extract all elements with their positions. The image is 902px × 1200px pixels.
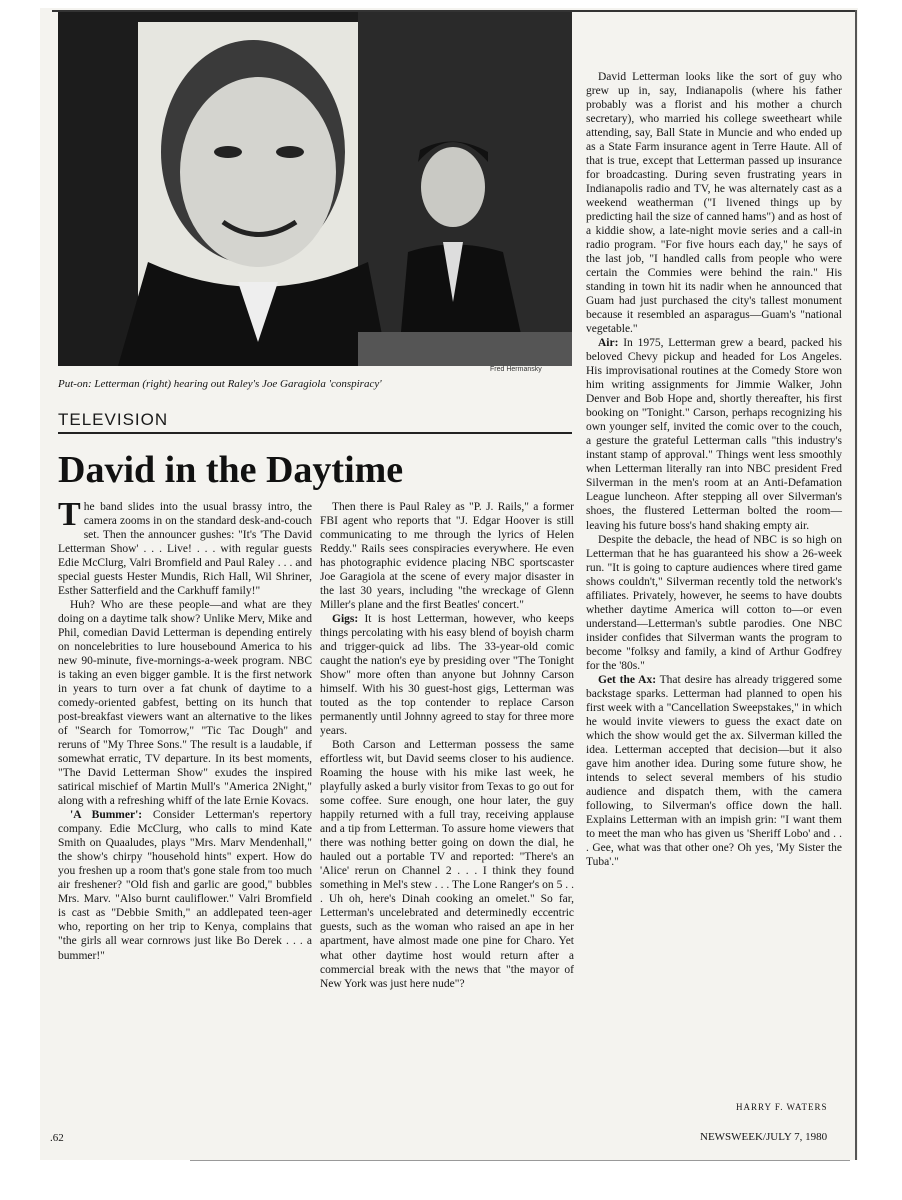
paragraph: Despite the debacle, the head of NBC is so high on Letterman that he has guaranteed his show a 26-week run. "It is going to capture audiences where tired game shows couldn't," Silverman recently told the network's affiliates. Privately, however, he seems to have doubts whether daytime America will cotton to—or even understand—Letterman's subtle parodies. One NBC insider confides that Silverman wants the program to become "folksy and family, a kind of Arthur Godfrey for the '80s." [586, 533, 842, 672]
clipping-bottom-edge [190, 1160, 850, 1161]
subhead: Air: [598, 337, 619, 350]
paragraph: Then there is Paul Raley as "P. J. Rails," a former FBI agent who reports that "J. Edgar Hoover is still communicating to me through the lyrics of Helen Reddy." Rails sees conspiracies everywhere. He even has photographic evidence placing NBC sportscaster Joe Garagiola at the scene of every major disaster in the last 30 years, including "the wreckage of Glenn Miller's plane and the first Beatles' concert." [320, 501, 574, 612]
paragraph: David Letterman looks like the sort of guy who grew up in, say, Indianapolis (where his father probably was a florist and his mother a church secretary), who married his college sweetheart while attending, say, Ball State in Muncie and who ended up as a State Farm insurance agent in Terre Haute. All of that is true, except that Letterman passed up insurance for broadcasting. During seven frustrating years in Indianapolis radio and TV, he was alternately cast as a weekend weatherman ("I livened things up by predicting hail the size of canned hams") and as host of a kiddie show, a late-night movie series and a call-in radio program. "For five hours each day," he says of the last job, "I handled calls from people who were certain the Commies were behind the rain." His standing in town hit its nadir when he announced that Guam had just purchased the city's tallest monument because it resembled an asparagus—Guam's "national vegetable." [586, 71, 842, 336]
paragraph [58, 808, 312, 962]
section-label: TELEVISION [58, 410, 169, 429]
paragraph: Both Carson and Letterman possess the same effortless wit, but David seems closer to his audience. Roaming the house with his mike last week, he playfully asked a burly visitor from Texas to go out for some coffee. Sure enough, one hour later, the guy happily returned with a full tray, receiving applause and a tip from Letterman. To assure home viewers that there was nothing better going on down the dial, he hauled out a portable TV and reported: "There's an 'Alice' rerun on Channel 2 . . . I think they found something in Mel's stew . . . The Lone Ranger's on 5 . . . Uh oh, here's Dinah cooking an omelet." So far, Letterman's uncelebrated and determinedly eccentric guests, such as the woman who raised an ape in her apartment, have almost made one pine for Charo. Yet what other daytime host would return after a commercial break with the news that "the mayor of New York was just here nude"? [320, 739, 574, 990]
subhead: Get the Ax: [598, 673, 657, 686]
paragraph [320, 612, 574, 738]
photo-caption: Put-on: Letterman (right) hearing out Raley's Joe Garagiola 'conspiracy' [58, 378, 382, 390]
article-photo [58, 12, 572, 366]
section-rule [58, 432, 572, 434]
column-3 [586, 70, 842, 869]
photo-credit: Fred Hermansky [490, 366, 542, 373]
byline: HARRY F. WATERS [736, 1102, 828, 1112]
paragraph [586, 336, 842, 532]
paragraph-text: Consider Letterman's repertory company. Edie McClurg, who calls to mind Kate Smith on Quaaludes, plays "Mrs. Marv Mendenhall," the show's chirpy "household hints" expert. How do you freshen up a room that's gone stale from too much air freshener? "Old fish and garlic are good," bubbles Mrs. Marv. "Also burnt cauliflower." Valri Bromfield is cast as "Debbie Smith," an addlepated teen-ager who, reporting on her trip to Kenya, complains that "the girls all wear cornrows just like Bo Derek . . . a bummer!" [58, 809, 312, 962]
clipping-right-edge [855, 10, 857, 1160]
paragraph-text: In 1975, Letterman grew a beard, packed his beloved Chevy pickup and headed for Los Angeles. His improvisational routines at the Comedy Store won him writing assignments for Jimmie Walker, John Denver and Bob Hope and, shortly thereafter, his first booking on "Tonight." Carson, perhaps recognizing his own younger self, invited the comic over to the couch, a gesture the grateful Letterman calls "this industry's instant stamp of approval." Things went less smoothly when Letterman literally ran into NBC president Fred Silverman in the men's room at an Anti-Defamation League luncheon. After stepping all over Silverman's shoes, the flustered Letterman bolted the room—leaving his future boss's hand shaking empty air. [586, 337, 842, 532]
subhead: Gigs: [332, 613, 359, 626]
column-2 [320, 500, 574, 991]
paragraph-text: It is host Letterman, however, who keeps things percolating with his easy blend of boyish charm and trigger-quick ad libs. The 33-year-old comic caught the nation's eye by presiding over "The Tonight Show" more often than anyone but Johnny Carson himself. With his 30 guest-host gigs, Letterman was touted as the top contender to replace Carson permanently until Johnny agreed to stay for three more years. [320, 613, 574, 738]
page-number: .62 [50, 1132, 64, 1144]
photo-illustration [58, 12, 572, 366]
paragraph [586, 673, 842, 869]
subhead: 'A Bummer': [70, 809, 143, 822]
article-headline: David in the Daytime [58, 449, 404, 491]
paragraph-text: he band slides into the usual brassy intro, the camera zooms in on the standard desk-and-couch set. Then the announcer gushes: "It's 'The David Letterman Show' . . . Live! . . . with regular guests Edie McClurg, Valri Bromfield and Paul Raley . . . and special guests Hester Mundis, Rich Hall, Wil Shriner, Esther Satterfield and the Carkhuff family!" [58, 501, 312, 598]
paragraph: Huh? Who are these people—and what are they doing on a daytime talk show? Unlike Merv, Mike and Phil, comedian David Letterman is depending entirely on noncelebrities to lure housebound America to his new 90-minute, five-mornings-a-week program. NBC is taking an even bigger gamble. It is the first network in years to turn over a fat chunk of daytime to a comedy-oriented gabfest, betting on its hunch that post-breakfast viewers want an alternative to the likes of "Search for Tomorrow," "Tic Tac Dough" and reruns of "My Three Sons." The result is a laudable, if somewhat erratic, TV departure. In its best moments, "The David Letterman Show" exudes the inspired satirical mischief of Martin Mull's "America 2Night," along with a refreshing whiff of the late Ernie Kovacs. [58, 599, 312, 808]
publication-footer: NEWSWEEK/JULY 7, 1980 [700, 1131, 828, 1143]
paragraph-text: That desire has already triggered some backstage sparks. Letterman had planned to open his first week with a "Cancellation Sweepstakes," in which he would invite viewers to guess the exact date on which the show would get the ax. Silverman killed the idea. Letterman accepted that decision—but it also gave him another idea. During some future show, he intends to select several members of his studio audience and dispatch them, with the camera following, to Silverman's office down the hall. Explains Letterman with an impish grin: "I want them to meet the man who has given us 'Sheriff Lobo' and . . . Gee, what was that other one? Oh yes, 'My Sister the Tuba'." [586, 673, 842, 868]
drop-cap: T [58, 496, 81, 533]
column-1 [58, 496, 312, 963]
paragraph [58, 496, 312, 598]
